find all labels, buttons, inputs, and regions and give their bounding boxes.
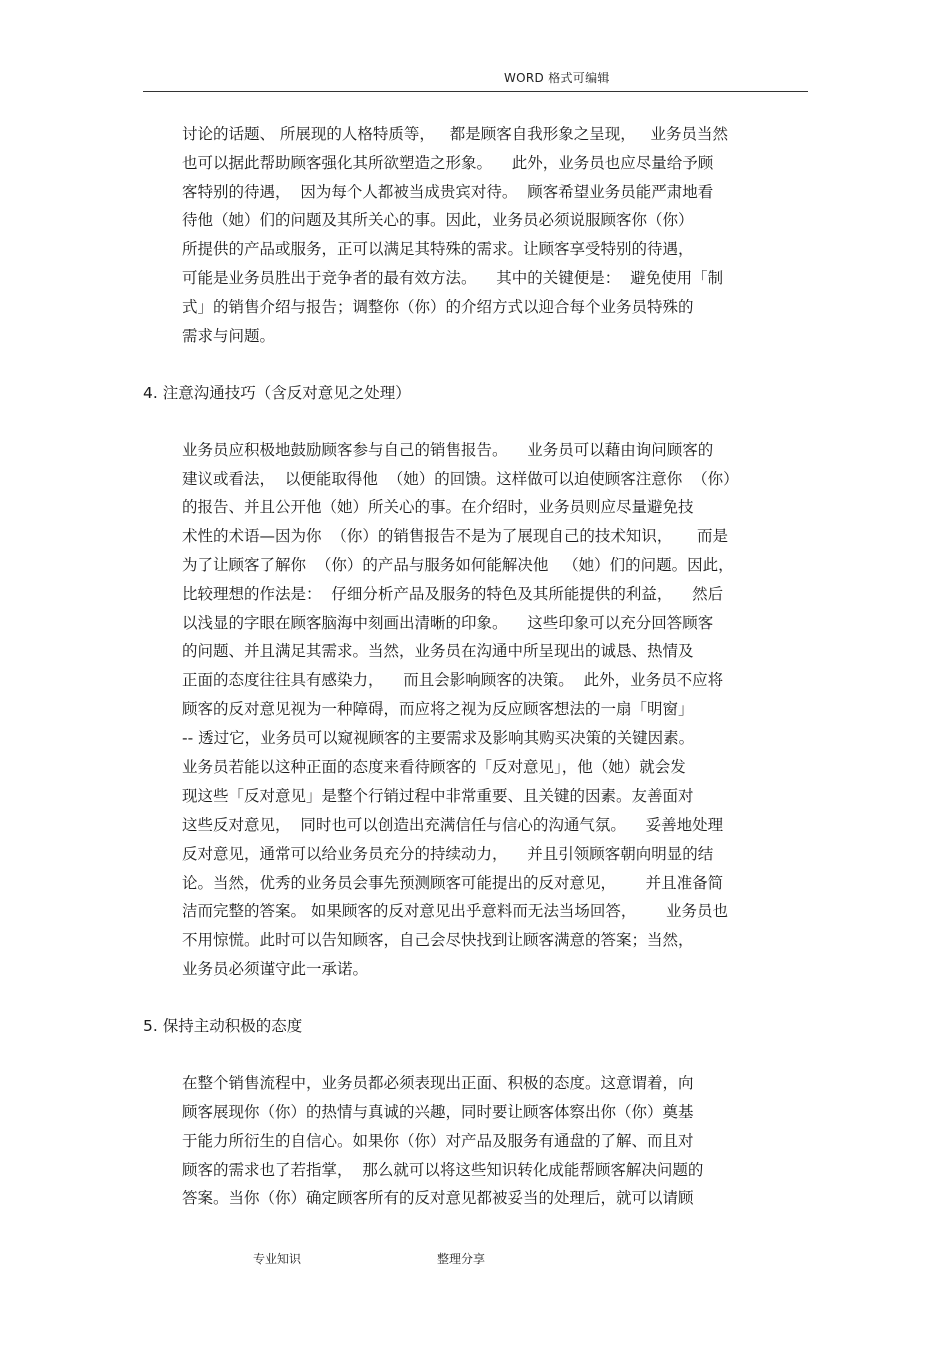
text-line: 在整个销售流程中，业务员都必须表现出正面、积极的态度。这意谓着，向	[182, 1074, 694, 1092]
text-line: 反对意见，通常可以给业务员充分的持续动力， 并且引领顾客朝向明显的结	[182, 845, 714, 863]
text-line: 式」的销售介绍与报告；调整你（你）的介绍方式以迎合每个业务员特殊的	[182, 298, 694, 316]
text-line: 现这些「反对意见」是整个行销过程中非常重要、且关键的因素。友善面对	[182, 787, 694, 805]
text-line: 客特别的待遇， 因为每个人都被当成贵宾对待。 顾客希望业务员能严肃地看	[182, 183, 714, 201]
text-line: 业务员若能以这种正面的态度来看待顾客的「反对意见」，他（她）就会发	[182, 758, 686, 776]
footer-right-label: 整理分享	[437, 1252, 486, 1266]
text-line: 术性的术语—因为你 （你）的销售报告不是为了展现自己的技术知识， 而是	[182, 527, 728, 545]
text-line: 这些反对意见， 同时也可以创造出充满信任与信心的沟通气氛。 妥善地处理	[182, 816, 724, 834]
text-line: 也可以据此帮助顾客强化其所欲塑造之形象。 此外，业务员也应尽量给予顾	[182, 154, 714, 172]
text-line: 所提供的产品或服务，正可以满足其特殊的需求。让顾客享受特别的待遇，	[182, 240, 694, 258]
text-line: 业务员必须谨守此一承诺。	[182, 960, 369, 978]
text-line: 待他（她）们的问题及其所关心的事。因此，业务员必须说服顾客你（你）	[182, 211, 694, 229]
text-line: 不用惊慌。此时可以告知顾客，自己会尽快找到让顾客满意的答案；当然，	[182, 931, 694, 949]
section-heading-5: 5. 保持主动积极的态度	[143, 1017, 303, 1035]
text-line: 顾客的需求也了若指掌， 那么就可以将这些知识转化成能帮顾客解决问题的	[182, 1161, 704, 1179]
text-line: 的报告、并且公开他（她）所关心的事。在介绍时，业务员则应尽量避免技	[182, 498, 694, 516]
text-line: 于能力所衍生的自信心。如果你（你）对产品及服务有通盘的了解、而且对	[182, 1132, 694, 1150]
text-line: -- 透过它，业务员可以窥视顾客的主要需求及影响其购买决策的关键因素。	[182, 729, 695, 747]
text-line: 讨论的话题、 所展现的人格特质等， 都是顾客自我形象之呈现， 业务员当然	[182, 125, 728, 143]
footer-left-label: 专业知识	[253, 1252, 302, 1266]
text-line: 洁而完整的答案。 如果顾客的反对意见出乎意料而无法当场回答， 业务员也	[182, 902, 728, 920]
text-line: 为了让顾客了解你 （你）的产品与服务如何能解决他 （她）们的问题。因此，	[182, 556, 734, 574]
header-divider	[143, 91, 808, 92]
text-line: 以浅显的字眼在顾客脑海中刻画出清晰的印象。 这些印象可以充分回答顾客	[182, 614, 714, 632]
text-line: 需求与问题。	[182, 327, 276, 345]
text-line: 的问题、并且满足其需求。当然，业务员在沟通中所呈现出的诚恳、热情及	[182, 642, 694, 660]
text-line: 建议或看法， 以便能取得他 （她）的回馈。这样做可以迫使顾客注意你 （你）	[182, 470, 739, 488]
text-line: 可能是业务员胜出于竞争者的最有效方法。 其中的关键便是： 避免使用「制	[182, 269, 724, 287]
text-line: 比较理想的作法是： 仔细分析产品及服务的特色及其所能提供的利益， 然后	[182, 585, 724, 603]
text-line: 答案。当你（你）确定顾客所有的反对意见都被妥当的处理后，就可以请顾	[182, 1189, 694, 1207]
section-heading-4: 4. 注意沟通技巧（含反对意见之处理）	[143, 384, 411, 402]
text-line: 顾客展现你（你）的热情与真诚的兴趣，同时要让顾客体察出你（你）奠基	[182, 1103, 694, 1121]
text-line: 业务员应积极地鼓励顾客参与自己的销售报告。 业务员可以藉由询问顾客的	[182, 441, 714, 459]
text-line: 论。当然，优秀的业务员会事先预测顾客可能提出的反对意见， 并且准备简	[182, 874, 724, 892]
text-line: 正面的态度往往具有感染力， 而且会影响顾客的决策。 此外，业务员不应将	[182, 671, 724, 689]
text-line: 顾客的反对意见视为一种障碍，而应将之视为反应顾客想法的一扇「明窗」	[182, 700, 694, 718]
header-title: WORD 格式可编辑	[504, 71, 610, 85]
